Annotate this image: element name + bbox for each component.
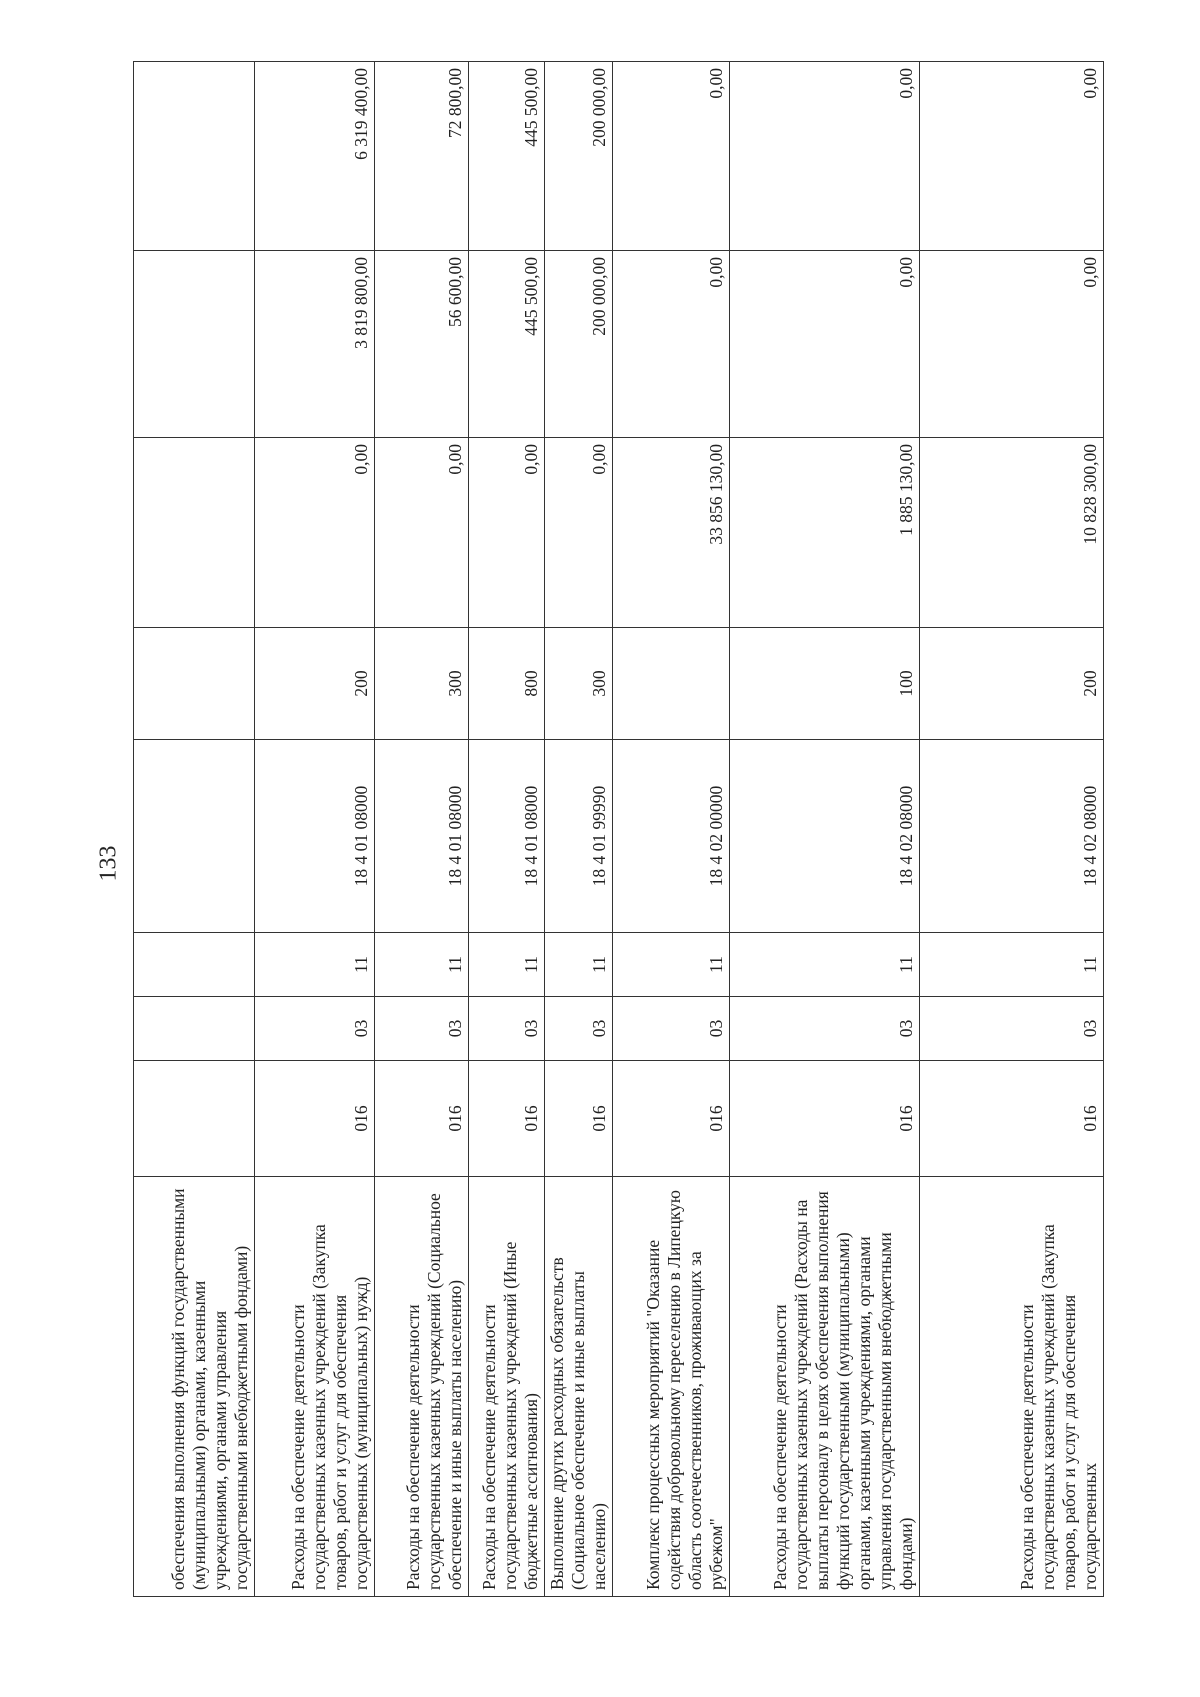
cell-glav: 016 xyxy=(469,1061,545,1177)
cell-rz: 03 xyxy=(920,997,1104,1061)
cell-pr: 11 xyxy=(613,933,730,997)
cell-csr: 18 4 01 08000 xyxy=(469,740,545,933)
row-name: Комплекс процессных мероприятий "Оказание содействия добровольному переселению в Липецкую область соотечественников, проживающих за рубежом" xyxy=(613,1177,730,1597)
cell-pr: 11 xyxy=(730,933,920,997)
cell-pr: 11 xyxy=(375,933,469,997)
table-row xyxy=(920,62,1104,1597)
cell-vr: 300 xyxy=(375,628,469,740)
cell-glav xyxy=(134,1061,255,1177)
cell-rz: 03 xyxy=(545,997,613,1061)
cell-sum-3: 0,00 xyxy=(730,62,920,251)
cell-sum-1: 10 828 300,00 xyxy=(920,438,1104,628)
cell-sum-1: 1 885 130,00 xyxy=(730,438,920,628)
row-name: Расходы на обеспечение деятельности государственных казенных учреждений (Расходы на выплаты персоналу в целях обеспечения выполнения функций государственными (муниципальными) органами, казенными учреждениями, органами управления государственными внебюджетными фондами) xyxy=(730,1177,920,1597)
cell-sum-3: 445 500,00 xyxy=(469,62,545,251)
cell-glav: 016 xyxy=(613,1061,730,1177)
table-row xyxy=(375,62,469,1597)
cell-glav: 016 xyxy=(545,1061,613,1177)
cell-csr: 18 4 01 08000 xyxy=(255,740,375,933)
cell-vr: 200 xyxy=(920,628,1104,740)
cell-sum-2: 0,00 xyxy=(730,251,920,438)
row-name: Расходы на обеспечение деятельности государственных казенных учреждений (Закупка товаров, работ и услуг для обеспечения государственных (муниципальных) нужд) xyxy=(255,1177,375,1597)
page-number: 133 xyxy=(95,845,122,882)
cell-rz: 03 xyxy=(613,997,730,1061)
cell-sum-3: 6 319 400,00 xyxy=(255,62,375,251)
table-row xyxy=(255,62,375,1597)
cell-sum-1: 33 856 130,00 xyxy=(613,438,730,628)
row-name: Расходы на обеспечение деятельности государственных казенных учреждений (Иные бюджетные ассигнования) xyxy=(469,1177,545,1597)
cell-csr: 18 4 02 08000 xyxy=(730,740,920,933)
cell-csr: 18 4 02 00000 xyxy=(613,740,730,933)
cell-csr: 18 4 01 08000 xyxy=(375,740,469,933)
cell-rz: 03 xyxy=(730,997,920,1061)
cell-sum-2 xyxy=(134,251,255,438)
cell-vr: 100 xyxy=(730,628,920,740)
cell-sum-1: 0,00 xyxy=(469,438,545,628)
rotated-page xyxy=(133,62,1101,1597)
cell-sum-3: 0,00 xyxy=(613,62,730,251)
cell-pr: 11 xyxy=(255,933,375,997)
cell-sum-1: 0,00 xyxy=(255,438,375,628)
cell-csr: 18 4 01 99990 xyxy=(545,740,613,933)
cell-sum-2: 445 500,00 xyxy=(469,251,545,438)
cell-vr xyxy=(134,628,255,740)
cell-rz: 03 xyxy=(375,997,469,1061)
cell-csr xyxy=(134,740,255,933)
row-name: Расходы на обеспечение деятельности государственных казенных учреждений (Социальное обеспечение и иные выплаты населению) xyxy=(375,1177,469,1597)
cell-rz xyxy=(134,997,255,1061)
table-row xyxy=(545,62,613,1597)
table-row xyxy=(730,62,920,1597)
table-row xyxy=(613,62,730,1597)
budget-table xyxy=(133,61,1104,1597)
cell-pr xyxy=(134,933,255,997)
cell-vr: 800 xyxy=(469,628,545,740)
cell-rz: 03 xyxy=(255,997,375,1061)
cell-sum-3: 72 800,00 xyxy=(375,62,469,251)
cell-sum-1: 0,00 xyxy=(545,438,613,628)
cell-glav: 016 xyxy=(920,1061,1104,1177)
row-name: Расходы на обеспечение деятельности государственных казенных учреждений (Закупка товаров, работ и услуг для обеспечения государственных xyxy=(920,1177,1104,1597)
row-name: обеспечения выполнения функций государственными (муниципальными) органами, казенными учреждениями, органами управления государственными внебюджетными фондами) xyxy=(134,1177,255,1597)
cell-glav: 016 xyxy=(375,1061,469,1177)
table-row xyxy=(134,62,255,1597)
cell-sum-3 xyxy=(134,62,255,251)
cell-vr: 200 xyxy=(255,628,375,740)
cell-sum-2: 0,00 xyxy=(920,251,1104,438)
cell-sum-1: 0,00 xyxy=(375,438,469,628)
cell-pr: 11 xyxy=(545,933,613,997)
cell-sum-2: 3 819 800,00 xyxy=(255,251,375,438)
cell-sum-2: 0,00 xyxy=(613,251,730,438)
cell-glav: 016 xyxy=(730,1061,920,1177)
cell-sum-3: 200 000,00 xyxy=(545,62,613,251)
row-name: Выполнение других расходных обязательств (Социальное обеспечение и иные выплаты населению) xyxy=(545,1177,613,1597)
cell-pr: 11 xyxy=(469,933,545,997)
cell-vr: 300 xyxy=(545,628,613,740)
table-row xyxy=(469,62,545,1597)
cell-glav: 016 xyxy=(255,1061,375,1177)
cell-rz: 03 xyxy=(469,997,545,1061)
cell-pr: 11 xyxy=(920,933,1104,997)
cell-vr xyxy=(613,628,730,740)
cell-sum-2: 56 600,00 xyxy=(375,251,469,438)
cell-sum-3: 0,00 xyxy=(920,62,1104,251)
cell-csr: 18 4 02 08000 xyxy=(920,740,1104,933)
cell-sum-1 xyxy=(134,438,255,628)
cell-sum-2: 200 000,00 xyxy=(545,251,613,438)
